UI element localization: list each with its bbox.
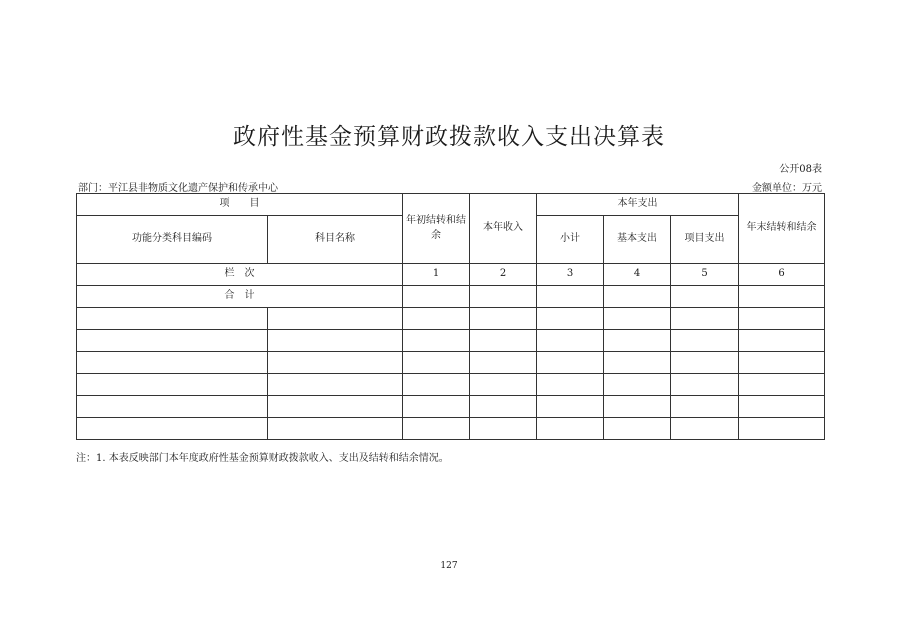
table-cell	[671, 352, 739, 374]
table-cell	[537, 308, 604, 330]
index-number: 1	[403, 264, 470, 286]
table-cell	[77, 308, 268, 330]
index-row	[77, 264, 825, 286]
table-row	[77, 352, 825, 374]
table-row	[77, 418, 825, 440]
table-cell	[470, 330, 537, 352]
header-subject-name: 科目名称	[268, 216, 403, 264]
page-title: 政府性基金预算财政拨款收入支出决算表	[233, 124, 665, 150]
table-cell	[671, 330, 739, 352]
header-project-expense: 项目支出	[671, 216, 739, 264]
table-cell	[470, 418, 537, 440]
table-cell	[268, 374, 403, 396]
table-cell	[268, 352, 403, 374]
header-closing-balance: 年末结转和结余	[739, 194, 825, 264]
total-row	[77, 286, 825, 308]
table-cell	[604, 374, 671, 396]
table-cell	[77, 374, 268, 396]
table-cell	[268, 308, 403, 330]
table-cell	[470, 352, 537, 374]
header-current-income: 本年收入	[470, 194, 537, 264]
total-label: 合 计	[77, 286, 403, 308]
table-cell	[739, 286, 825, 308]
table-cell	[268, 418, 403, 440]
header-basic-expense: 基本支出	[604, 216, 671, 264]
table-cell	[77, 418, 268, 440]
table-cell	[268, 396, 403, 418]
table-cell	[671, 308, 739, 330]
index-number: 5	[671, 264, 739, 286]
table-row	[77, 396, 825, 418]
table-row	[77, 308, 825, 330]
table-cell	[537, 286, 604, 308]
header-row-1	[77, 194, 825, 216]
table-cell	[537, 396, 604, 418]
table-cell	[739, 308, 825, 330]
table-cell	[671, 396, 739, 418]
form-number: 公开08表	[779, 164, 822, 175]
table-cell	[537, 374, 604, 396]
table-cell	[739, 374, 825, 396]
table-cell	[671, 286, 739, 308]
table-cell	[739, 418, 825, 440]
table-cell	[537, 418, 604, 440]
table-cell	[403, 286, 470, 308]
table-cell	[604, 330, 671, 352]
table-cell	[403, 308, 470, 330]
table-cell	[604, 286, 671, 308]
table-cell	[604, 352, 671, 374]
index-number: 3	[537, 264, 604, 286]
table-cell	[671, 418, 739, 440]
department-label: 部门：平江县非物质文化遗产保护和传承中心	[78, 183, 278, 194]
table-cell	[739, 330, 825, 352]
table-cell	[604, 418, 671, 440]
table-cell	[403, 374, 470, 396]
table-row	[77, 330, 825, 352]
table-cell	[403, 330, 470, 352]
table-cell	[403, 418, 470, 440]
table-cell	[268, 330, 403, 352]
index-number: 4	[604, 264, 671, 286]
table-row	[77, 374, 825, 396]
budget-table	[76, 193, 825, 440]
table-cell	[77, 352, 268, 374]
table-cell	[604, 396, 671, 418]
header-item: 项 目	[77, 194, 403, 216]
table-cell	[739, 396, 825, 418]
page-number: 127	[440, 561, 458, 571]
table-cell	[604, 308, 671, 330]
amount-unit-label: 金额单位：万元	[752, 183, 822, 194]
index-row-label: 栏 次	[77, 264, 403, 286]
table-cell	[470, 308, 537, 330]
table-cell	[470, 286, 537, 308]
table-cell	[671, 374, 739, 396]
table-cell	[537, 330, 604, 352]
table-cell	[403, 352, 470, 374]
table-cell	[537, 352, 604, 374]
table-cell	[470, 396, 537, 418]
table-note: 注：1. 本表反映部门本年度政府性基金预算财政拨款收入、支出及结转和结余情况。	[76, 453, 449, 464]
index-number: 2	[470, 264, 537, 286]
table-cell	[403, 396, 470, 418]
header-subtotal: 小计	[537, 216, 604, 264]
table-cell	[77, 330, 268, 352]
index-number: 6	[739, 264, 825, 286]
header-opening-balance: 年初结转和结余	[403, 194, 470, 264]
table-cell	[739, 352, 825, 374]
table-cell	[77, 396, 268, 418]
header-function-code: 功能分类科目编码	[77, 216, 268, 264]
header-current-expense: 本年支出	[537, 194, 739, 216]
table-cell	[470, 374, 537, 396]
